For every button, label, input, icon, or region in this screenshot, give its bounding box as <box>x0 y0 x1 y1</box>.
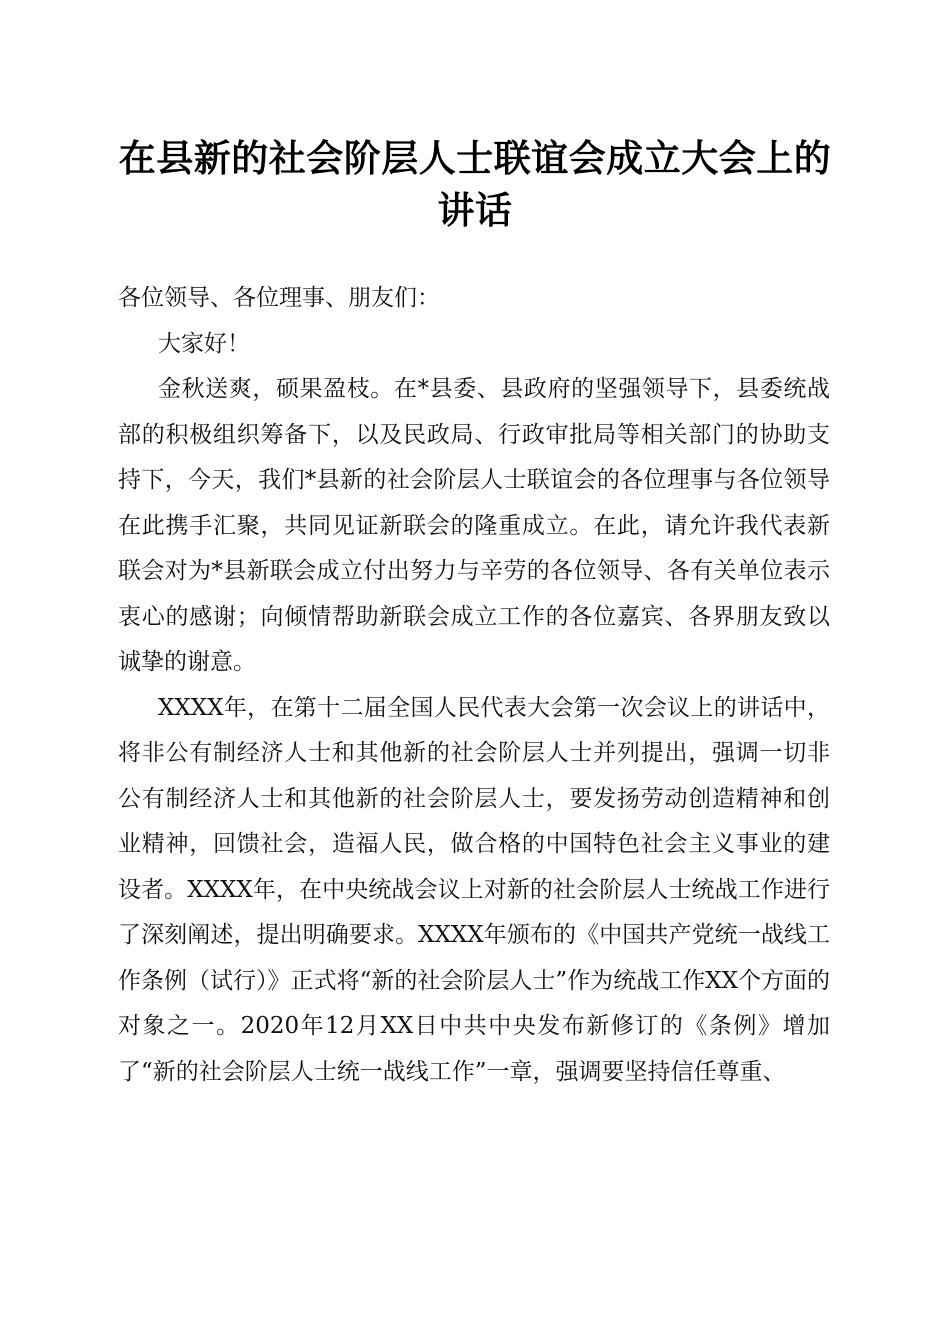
background-paragraph: XXXX年，在第十二届全国人民代表大会第一次会议上的讲话中，将非公有制经济人士和其他新的社会阶层人士并列提出，强调一切非公有制经济人士和其他新的社会阶层人士，要发扬劳动创造精神和创业精神，回馈社会，造福人民，做合格的中国特色社会主义事业的建设者。XXXX年，在中央统战会议上对新的社会阶层人士统战工作进行了深刻阐述，提出明确要求。XXXX年颁布的《中国共产党统一战线工作条例（试行）》正式将“新的社会阶层人士”作为统战工作XX个方面的对象之一。2020年12月XX日中共中央发布新修订的《条例》增加了“新的社会阶层人士统一战线工作”一章，强调要坚持信任尊重、 <box>118 694 830 1085</box>
greeting-paragraph: 大家好！ <box>158 330 250 357</box>
document-title: 在县新的社会阶层人士联谊会成立大会上的讲话 <box>118 136 832 232</box>
speech-body <box>118 276 830 1095</box>
salutation: 各位领导、各位理事、朋友们： <box>118 285 440 311</box>
opening-paragraph: 金秋送爽，硕果盈枝。在*县委、县政府的坚强领导下，县委统战部的积极组织筹备下，以及民政局、行政审批局等相关部门的协助支持下，今天，我们*县新的社会阶层人士联谊会的各位理事与各位领导在此携手汇聚，共同见证新联会的隆重成立。在此，请允许我代表新联会对为*县新联会成立付出努力与辛劳的各位领导、各有关单位表示衷心的感谢；向倾情帮助新联会成立工作的各位嘉宾、各界朋友致以诚挚的谢意。 <box>118 376 830 675</box>
